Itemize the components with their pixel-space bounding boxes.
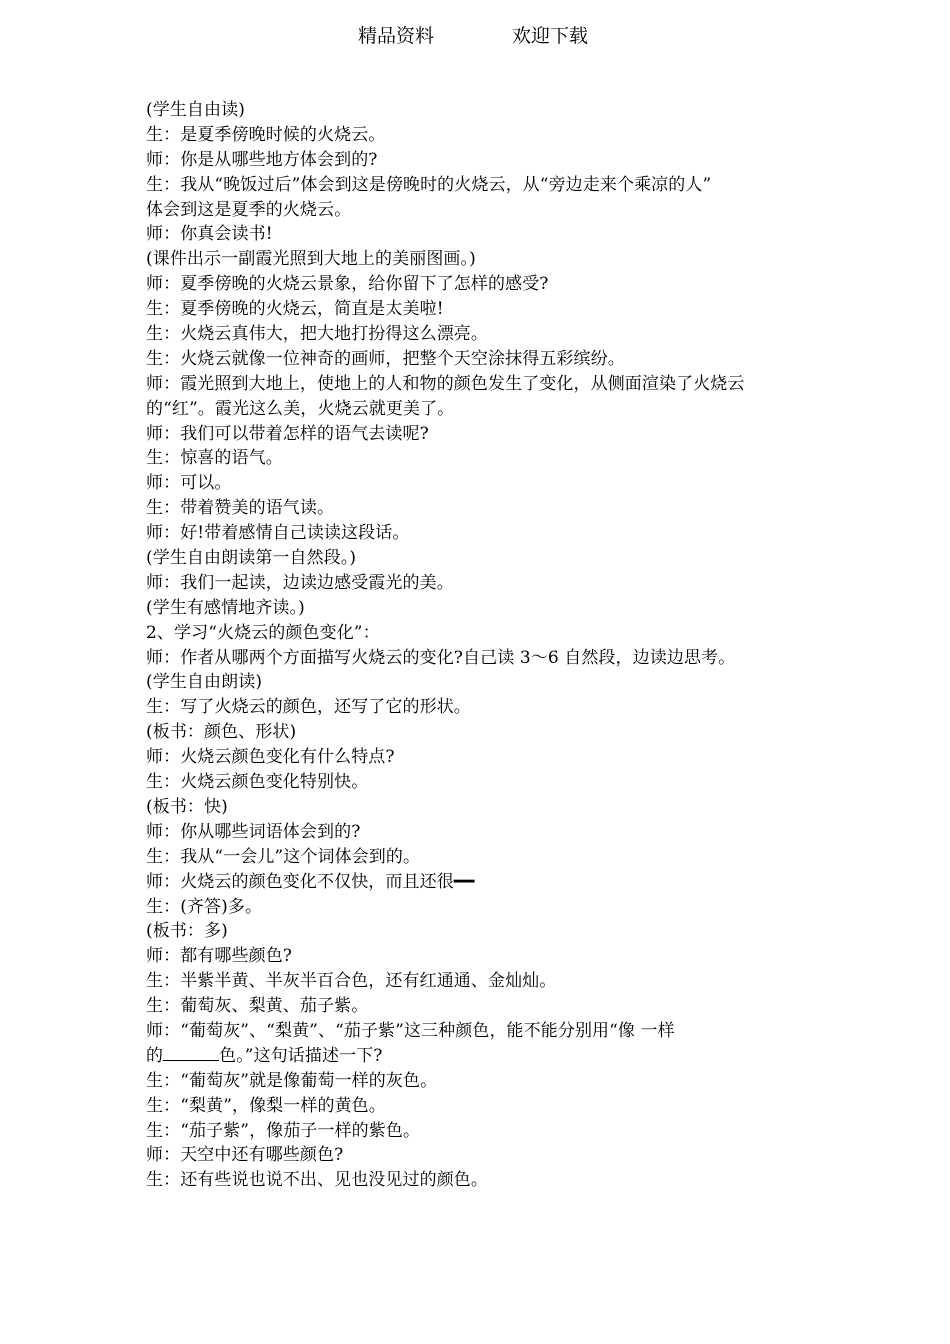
text-line: (板书：快) bbox=[146, 796, 228, 817]
text-line: 师：天空中还有哪些颜色? bbox=[146, 1145, 344, 1166]
page-header bbox=[0, 22, 950, 50]
text-line: 师：你是从哪些地方体会到的? bbox=[146, 149, 378, 170]
text-line: 生：火烧云就像一位神奇的画师，把整个天空涂抹得五彩缤纷。 bbox=[146, 348, 625, 369]
text-line: 生：“葡萄灰”就是像葡萄一样的灰色。 bbox=[146, 1070, 438, 1091]
text-line: (学生自由读) bbox=[146, 100, 245, 120]
blank-line-after: 色。”这句话描述一下? bbox=[219, 1045, 383, 1066]
text-line: (板书：多) bbox=[146, 921, 228, 942]
text-line: 师：我们一起读，边读边感受霞光的美。 bbox=[146, 572, 454, 593]
header-right-text: 欢迎下载 bbox=[512, 25, 589, 47]
text-line: 生：葡萄灰、梨黄、茄子紫。 bbox=[146, 996, 369, 1017]
text-line: 生：夏季傍晚的火烧云，简直是太美啦! bbox=[146, 299, 444, 320]
text-line: 体会到这是夏季的火烧云。 bbox=[146, 199, 352, 220]
text-line: (学生有感情地齐读。) bbox=[146, 597, 305, 618]
text-line: (板书：颜色、形状) bbox=[146, 722, 297, 743]
text-line: 生：是夏季傍晚时候的火烧云。 bbox=[146, 124, 386, 145]
text-line: 师：火烧云颜色变化有什么特点? bbox=[146, 747, 395, 768]
text-line: (学生自由朗读第一自然段。) bbox=[146, 548, 357, 569]
blank-line-before: 的 bbox=[146, 1045, 164, 1066]
section-heading: 2、学习“火烧云的颜色变化”： bbox=[146, 622, 380, 643]
text-line: 师：好!带着感情自己读读这段话。 bbox=[146, 523, 410, 544]
text-line: 生：“茄子紫”，像茄子一样的紫色。 bbox=[146, 1120, 421, 1141]
text-line: 的“红”。霞光这么美，火烧云就更美了。 bbox=[146, 398, 455, 419]
text-line: 师：霞光照到大地上，使地上的人和物的颜色发生了变化，从侧面渲染了火烧云 bbox=[146, 373, 745, 394]
text-line: 生：还有些说也说不出、见也没见过的颜色。 bbox=[146, 1170, 488, 1191]
text-line: 生：我从“晚饭过后”体会到这是傍晚时的火烧云，从“旁边走来个乘凉的人” bbox=[146, 174, 712, 195]
text-line: 生：惊喜的语气。 bbox=[146, 448, 283, 469]
text-line: (课件出示一副霞光照到大地上的美丽图画。) bbox=[146, 249, 476, 270]
text-line-with-blank bbox=[146, 1044, 816, 1069]
fill-in-blank bbox=[163, 1046, 219, 1061]
text-line: 生：(齐答)多。 bbox=[146, 896, 263, 917]
text-line: 师：作者从哪两个方面描写火烧云的变化?自己读 3～6 自然段，边读边思考。 bbox=[146, 647, 736, 668]
text-line: 师：都有哪些颜色? bbox=[146, 946, 293, 967]
text-line: 师：你真会读书! bbox=[146, 224, 273, 245]
text-line: (学生自由朗读) bbox=[146, 672, 263, 693]
text-line: 生：写了火烧云的颜色，还写了它的形状。 bbox=[146, 697, 471, 718]
text-line: 师：夏季傍晚的火烧云景象，给你留下了怎样的感受? bbox=[146, 274, 549, 295]
header-left-text: 精品资料 bbox=[358, 25, 435, 47]
text-line: 生：我从“一会儿”这个词体会到的。 bbox=[146, 846, 421, 867]
text-line: 师：你从哪些词语体会到的? bbox=[146, 821, 361, 842]
text-line: 生：带着赞美的语气读。 bbox=[146, 498, 335, 519]
text-line: 生：半紫半黄、半灰半百合色，还有红通通、金灿灿。 bbox=[146, 971, 557, 992]
text-line: 生：“梨黄”，像梨一样的黄色。 bbox=[146, 1095, 386, 1116]
text-line: 生：火烧云颜色变化特别快。 bbox=[146, 772, 369, 793]
document-body bbox=[146, 98, 816, 1193]
text-line: 师：可以。 bbox=[146, 473, 232, 494]
text-line: 生：火烧云真伟大，把大地打扮得这么漂亮。 bbox=[146, 324, 488, 345]
text-line: 师：我们可以带着怎样的语气去读呢? bbox=[146, 423, 429, 444]
text-line: 师：“葡萄灰”、“梨黄”、“茄子紫”这三种颜色，能不能分别用“像 一样 bbox=[146, 1020, 675, 1041]
text-line: 师：火烧云的颜色变化不仅快，而且还很━━ bbox=[146, 871, 475, 892]
